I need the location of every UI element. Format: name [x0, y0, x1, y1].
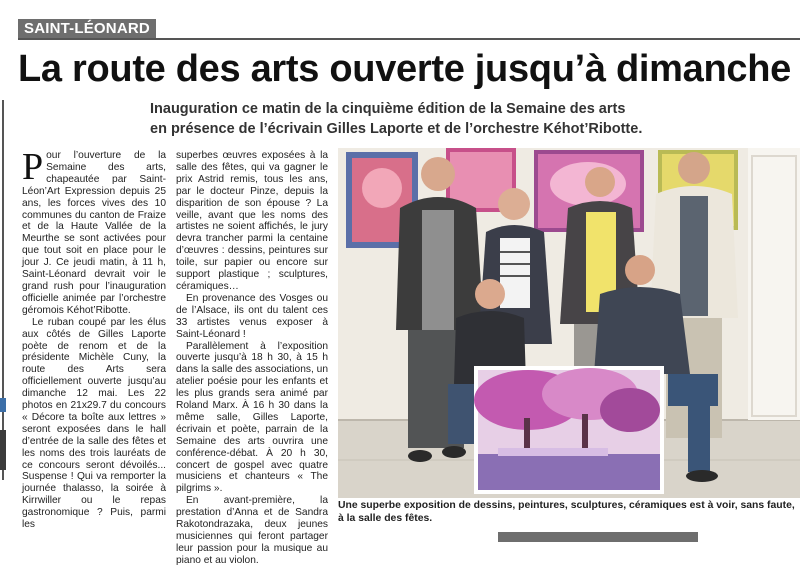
edge-dark-block	[0, 430, 6, 470]
photo-illustration	[338, 148, 800, 498]
article-paragraph: Le ruban coupé par les élus aux côtés de Gilles Laporte poète de renom et de la présidente Michèle Cuny, la route des Arts sera officiellement ouverte jusqu’au dimanche 12 mai. Les 22 photos en 21x29.7 du concours « Décore ta boîte aux lettres » seront exposées dans le hall d’entrée de la salle des fêtes et les noms des trois lauréats de ce concours seront dévoilés... Suspense ! Qui va remporter la journée thalasso, la soirée à Kirrwiller ou le repas gastronomique ? Puis, parmi les	[22, 316, 166, 531]
exhibition-photo	[338, 148, 800, 498]
edge-rule	[2, 100, 4, 480]
section-tag: SAINT-LÉONARD	[18, 19, 156, 38]
article-paragraph: superbes œuvres exposées à la salle des fêtes, qui va gagner le prix Astrid remis, tous les ans, par le docteur Pinze, depuis la disparition de son épouse ? La veille, avant que les noms des artistes ne soient affichés, le jury devra trancher parmi la centaine d’œuvres : dessins, peintures sur toile, sur papier ou encore sur support plastique ; sculptures, céramiques…	[176, 150, 328, 292]
subheadline	[150, 99, 790, 139]
subhead-line-1: Inauguration ce matin de la cinquième édition de la Semaine des arts	[150, 101, 626, 117]
photo-caption: Une superbe exposition de dessins, peintures, sculptures, céramiques est à voir, sans faute, à la salle des fêtes.	[338, 500, 795, 524]
article-column-2	[176, 150, 328, 567]
article-paragraph: Parallèlement à l’exposition ouverte jusqu’à 18 h 30, à 15 h dans la salle des associations, un atelier poésie pour les enfants et les plus grands sera animé par Roland Marx. À 16 h 30 dans la même salle, Gilles Laporte, écrivain et poète, parrain de la Semaine des arts ouvrira une conférence-débat. À 20 h 30, concert de gospel avec quatre musiciens et chanteurs « The pilgrims ».	[176, 340, 328, 495]
edge-blue-mark	[0, 398, 6, 412]
article-paragraph: En provenance des Vosges ou de l’Alsace, ils ont du talent ces 33 artistes venus exposer à Saint-Léonard !	[176, 292, 328, 340]
article-paragraph: En avant-première, la prestation d’Anna et de Sandra Rakotondrazaka, deux jeunes musiciennes qui feront partager leur passion pour la musique au piano et au violon.	[176, 495, 328, 566]
headline: La route des arts ouverte jusqu’à dimanche	[18, 48, 791, 90]
top-rule	[18, 38, 800, 40]
adjacent-column-edge	[0, 100, 8, 530]
subhead-line-2: en présence de l’écrivain Gilles Laporte et de l’orchestre Kéhot’Ribotte.	[150, 121, 643, 137]
next-section-tag	[498, 532, 698, 542]
article-column-1	[22, 146, 166, 531]
dropcap: P	[22, 146, 44, 188]
article-paragraph: Pour l’ouverture de la Semaine des arts, chapeautée par Saint-Léon’Art Expression depuis 25 ans, les forces vives des 10 communes du canton de Fraize et de la Haute Vallée de la Meurthe se sont activées pour que tout soit en place pour le jour J. Ce jeudi matin, à 11 h, Saint-Léonard devrait voir le grand rush pour l’inauguration officielle animée par l’orchestre géromois Kéhot’Ribotte.	[22, 146, 166, 316]
